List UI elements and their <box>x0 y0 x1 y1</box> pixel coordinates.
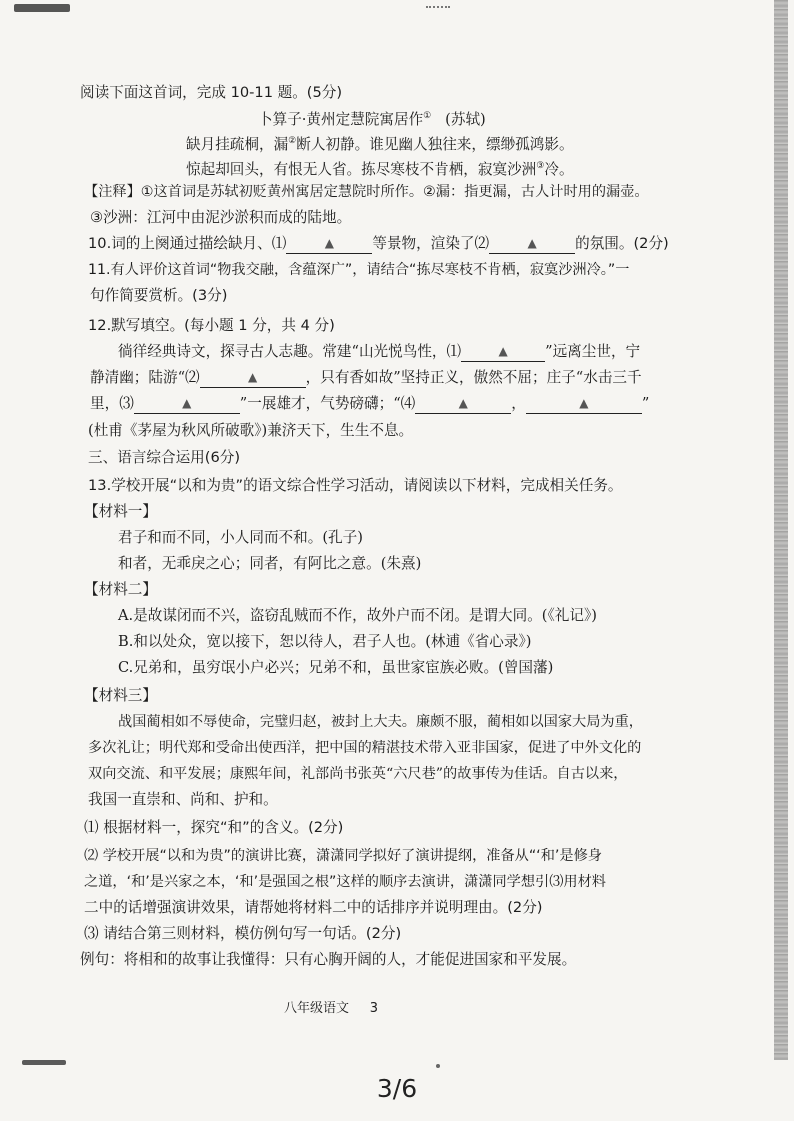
material-1-line-1: 君子和而不同，小人同而不和。(孔子) <box>118 529 363 546</box>
reading-intro: 阅读下面这首词，完成 10-11 题。(5分) <box>80 84 343 101</box>
question-12-line-1: 徜徉经典诗文，探寻古人志趣。常建“山光悦鸟性，⑴ ▲ ”远离尘世，宁 <box>118 343 641 360</box>
material-2-item-a: A.是故谋闭而不兴，盗窃乱贼而不作，故外户而不闭。是谓大同。(《礼记》) <box>118 607 597 624</box>
material-2-item-b: B.和以处众，宽以接下，恕以待人，君子人也。(林逋《省心录》) <box>118 633 532 650</box>
answer-blank[interactable] <box>489 236 575 254</box>
material-1-line-2: 和者，无乖戾之心；同者，有阿比之意。(朱熹) <box>118 555 422 572</box>
annotation-line-2: ③沙洲：江河中由泥沙淤积而成的陆地。 <box>90 209 352 226</box>
answer-blank[interactable] <box>415 396 511 414</box>
question-12-heading: 12.默写填空。(每小题 1 分，共 4 分) <box>88 317 335 334</box>
scan-smudge <box>436 1064 440 1068</box>
blank-marker-icon: ▲ <box>458 396 468 410</box>
answer-blank[interactable] <box>286 236 372 254</box>
blank-marker-icon: ▲ <box>182 396 192 410</box>
blank-marker-icon: ▲ <box>324 236 334 250</box>
question-12-line-3: 里，⑶ ▲ ”一展雄才，气势磅礴；“⑷ ▲ ， ▲ ” <box>90 395 650 412</box>
question-12-line-2: 静清幽；陆游“⑵ ▲ ，只有香如故”坚持正义，傲然不屈；庄子“水击三千 <box>90 369 642 386</box>
poem-line-1: 缺月挂疏桐，漏②断人初静。谁见幽人独往来，缥缈孤鸿影。 <box>186 135 574 153</box>
task-2-line-2: 之道，‘和’是兴家之本，‘和’是强国之根”这样的顺序去演讲，潇潇同学想引⑶用材料 <box>84 874 606 890</box>
poem-line-2: 惊起却回头，有恨无人省。拣尽寒枝不肯栖，寂寞沙洲③冷。 <box>186 160 574 178</box>
question-10: 10.词的上阕通过描绘缺月、⑴ ▲ 等景物，渲染了⑵ ▲ 的氛围。(2分) <box>88 235 669 252</box>
answer-blank[interactable] <box>526 396 642 414</box>
blank-marker-icon: ▲ <box>498 344 508 358</box>
poem-title: 卜算子·黄州定慧院寓居作① (苏轼) <box>258 110 486 128</box>
material-3-line-1: 战国蔺相如不辱使命，完璧归赵，被封上大夫。廉颇不服，蔺相如以国家大局为重， <box>118 714 643 730</box>
task-1: ⑴ 根据材料一，探究“和”的含义。(2分) <box>84 819 344 836</box>
blank-marker-icon: ▲ <box>248 370 258 384</box>
page-counter: 3/6 <box>376 1074 418 1103</box>
section-3-heading: 三、语言综合运用(6分) <box>88 449 241 466</box>
question-12-line-4: (杜甫《茅屋为秋风所破歌》)兼济天下，生生不息。 <box>88 422 414 439</box>
task-3: ⑶ 请结合第三则材料，模仿例句写一句话。(2分) <box>84 925 402 942</box>
annotation-line-1: 【注释】①这首词是苏轼初贬黄州寓居定慧院时所作。②漏：指更漏，古人计时用的漏壶。 <box>84 184 649 200</box>
material-3-line-3: 双向交流、和平发展；康熙年间，礼部尚书张英“六尺巷”的故事传为佳话。自古以来， <box>88 766 628 782</box>
example-sentence: 例句：将相和的故事让我懂得：只有心胸开阔的人，才能促进国家和平发展。 <box>80 951 577 968</box>
material-2-item-c: C.兄弟和，虽穷氓小户必兴；兄弟不和，虽世家宦族必败。(曾国藩) <box>118 659 554 676</box>
scan-smudge <box>426 6 450 11</box>
footer-page-number: 3 <box>369 1001 378 1016</box>
blank-marker-icon: ▲ <box>527 236 537 250</box>
scan-edge-artifact <box>774 0 788 1060</box>
scan-smudge <box>14 4 70 12</box>
blank-marker-icon: ▲ <box>579 396 589 410</box>
task-2-line-1: ⑵ 学校开展“以和为贵”的演讲比赛，潇潇同学拟好了演讲提纲，准备从“‘和’是修身 <box>84 848 602 864</box>
scan-smudge <box>22 1060 66 1065</box>
answer-blank[interactable] <box>461 344 545 362</box>
footer-subject: 八年级语文 3 <box>284 1001 378 1016</box>
question-11-line-2: 句作简要赏析。(3分) <box>90 287 228 304</box>
task-2-line-3: 二中的话增强演讲效果，请帮她将材料二中的话排序并说明理由。(2分) <box>84 899 543 916</box>
question-13-intro: 13.学校开展“以和为贵”的语文综合性学习活动，请阅读以下材料，完成相关任务。 <box>88 477 623 494</box>
material-2-label: 【材料二】 <box>84 581 157 598</box>
material-3-line-2: 多次礼让；明代郑和受命出使西洋，把中国的精湛技术带入亚非国家，促进了中外文化的 <box>88 740 642 756</box>
answer-blank[interactable] <box>200 370 306 388</box>
answer-blank[interactable] <box>134 396 240 414</box>
material-3-line-4: 我国一直崇和、尚和、护和。 <box>88 791 278 808</box>
material-1-label: 【材料一】 <box>84 503 157 520</box>
material-3-label: 【材料三】 <box>84 687 157 704</box>
question-11-line-1: 11.有人评价这首词“物我交融，含蕴深广”，请结合“拣尽寒枝不肯栖，寂寞沙洲冷。”一 <box>88 262 630 278</box>
